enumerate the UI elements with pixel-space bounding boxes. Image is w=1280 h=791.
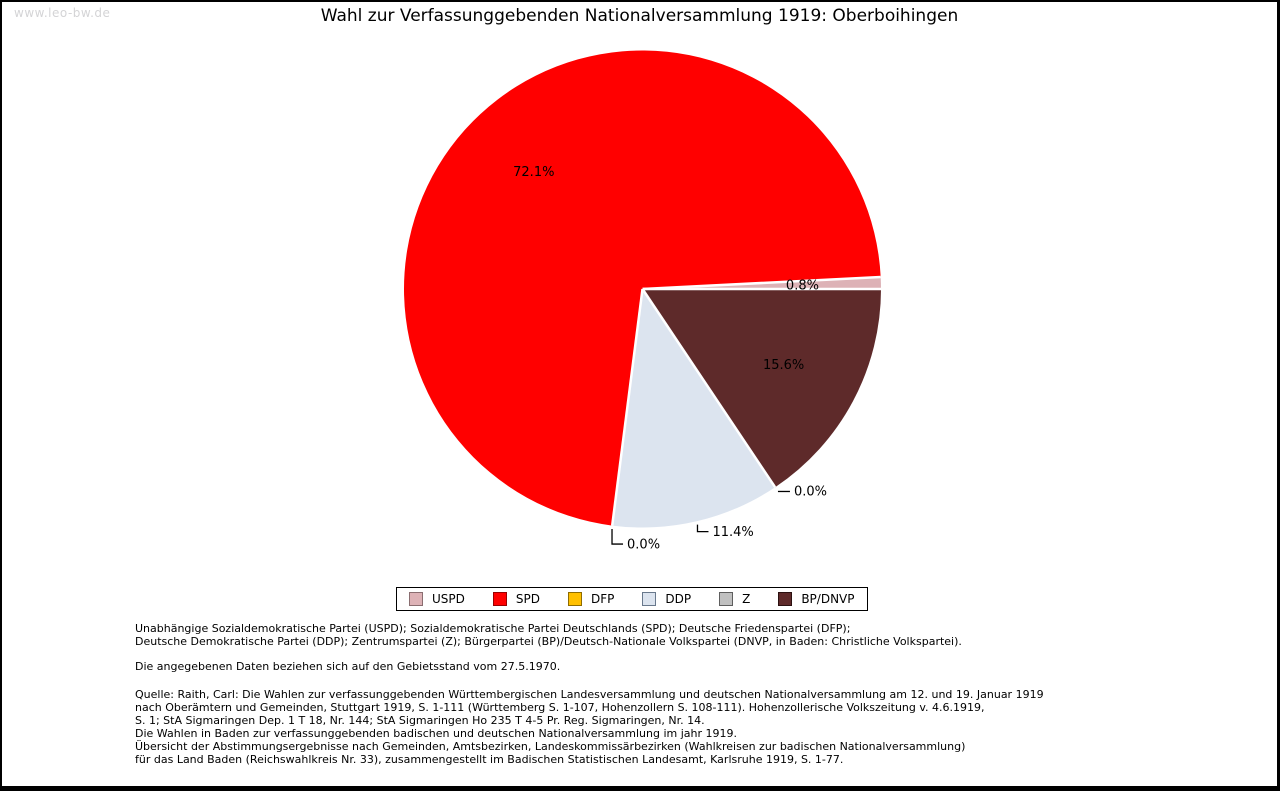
source-note (135, 688, 1044, 766)
pie-label-uspd: 0.8% (785, 278, 819, 294)
legend-label-uspd: USPD (432, 592, 465, 606)
party-abbreviations (135, 622, 1044, 648)
watermark: www.leo-bw.de (14, 6, 111, 20)
pie-label-bp-dnvp: 15.6% (762, 357, 805, 373)
legend-item-dfp (568, 592, 614, 606)
legend-swatch-ddp (642, 592, 656, 606)
legend-item-spd (493, 592, 540, 606)
legend (396, 587, 868, 611)
legend-swatch-uspd (409, 592, 423, 606)
legend-swatch-z (719, 592, 733, 606)
source-line: S. 1; StA Sigmaringen Dep. 1 T 18, Nr. 144; StA Sigmaringen Ho 235 T 4-5 Pr. Reg. Sigmaringen, Nr. 14. (135, 714, 705, 727)
party-abbreviations-line1: Unabhängige Sozialdemokratische Partei (USPD); Sozialdemokratische Partei Deutschlands (SPD); Deutsche Friedenspartei (DFP); (135, 622, 851, 635)
source-line: nach Oberämtern und Gemeinden, Stuttgart 1919, S. 1-111 (Württemberg S. 1-107, Hohenzollern S. 108-111). Hohenzollerische Volkszeitung v. 4.6.1919, (135, 701, 985, 714)
leader-line-ddp (697, 525, 708, 532)
source-line: für das Land Baden (Reichswahlkreis Nr. 33), zusammengestellt im Badischen Statistischen Landesamt, Karlsruhe 1919, S. 1-77. (135, 753, 844, 766)
party-abbreviations-line2: Deutsche Demokratische Partei (DDP); Zentrumspartei (Z); Bürgerpartei (BP)/Deutsch-Nationale Volkspartei (DNVP, in Baden: Christliche Volkspartei). (135, 635, 962, 648)
legend-item-ddp (642, 592, 691, 606)
data-note: Die angegebenen Daten beziehen sich auf den Gebietsstand vom 27.5.1970. (135, 660, 561, 673)
source-line: Quelle: Raith, Carl: Die Wahlen zur verfassunggebenden Württembergischen Landesversammlung und deutschen Nationalversammlung am 12. und 19. Januar 1919 (135, 688, 1044, 701)
legend-label-dfp: DFP (590, 592, 615, 606)
legend-swatch-bp-dnvp (778, 592, 792, 606)
chart-title: Wahl zur Verfassunggebenden Nationalversammlung 1919: Oberboihingen (320, 6, 959, 26)
pie-label-z: 0.0% (793, 484, 827, 500)
legend-label-ddp: DDP (665, 592, 692, 606)
source-line: Die Wahlen in Baden zur verfassunggebenden badischen und deutschen Nationalversammlung im jahr 1919. (135, 727, 738, 740)
legend-item-bp-dnvp (778, 592, 854, 606)
legend-item-z (719, 592, 750, 606)
legend-swatch-dfp (568, 592, 582, 606)
leader-line-dfp (612, 529, 623, 544)
legend-label-spd: SPD (515, 592, 540, 606)
source-line: Übersicht der Abstimmungsergebnisse nach Gemeinden, Amtsbezirken, Landeskommissärbezirken (Wahlkreisen zur badischen Nationalversammlung) (135, 740, 966, 753)
footnotes (135, 622, 1044, 766)
pie-label-ddp: 11.4% (712, 525, 754, 541)
pie-label-spd: 72.1% (513, 165, 555, 181)
pie-label-dfp: 0.0% (627, 537, 661, 553)
legend-swatch-spd (493, 592, 507, 606)
legend-label-z: Z (742, 592, 751, 606)
legend-item-uspd (409, 592, 465, 606)
legend-label-bp-dnvp: BP/DNVP (801, 592, 855, 606)
